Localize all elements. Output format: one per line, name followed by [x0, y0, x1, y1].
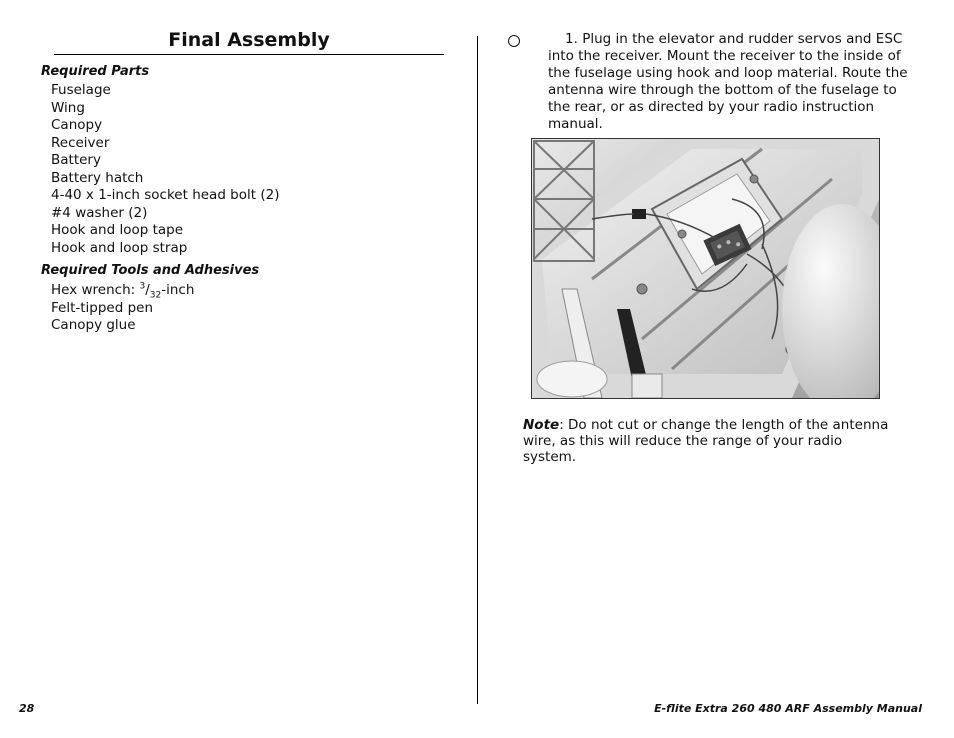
antenna-note	[523, 417, 893, 465]
list-item-hex-wrench	[51, 282, 194, 300]
list-item: #4 washer (2)	[51, 204, 148, 221]
required-parts-heading: Required Parts	[41, 64, 150, 79]
list-item: 4-40 x 1-inch socket head bolt (2)	[51, 187, 280, 203]
title-underline	[54, 54, 444, 55]
list-item: Hook and loop tape	[51, 222, 184, 238]
checkbox-circle-icon	[508, 35, 520, 47]
step-number: 1.	[565, 31, 578, 47]
list-item: Receiver	[51, 134, 110, 151]
column-divider	[477, 36, 478, 704]
hex-wrench-prefix: Hex wrench:	[51, 282, 140, 298]
receiver-installation-photo	[531, 138, 880, 399]
fraction-denominator: 32	[149, 290, 162, 301]
fraction-slash: /	[145, 282, 150, 298]
manual-title: E-flite Extra 260 480 ARF Assembly Manual	[654, 702, 922, 715]
note-label: Note	[523, 417, 560, 433]
required-parts-list	[51, 82, 279, 257]
list-item: Canopy glue	[51, 317, 136, 333]
list-item: Battery	[51, 152, 101, 168]
required-tools-heading: Required Tools and Adhesives	[41, 263, 260, 278]
step-1-instructions	[548, 31, 910, 133]
page-title: Final Assembly	[168, 29, 330, 51]
list-item: Wing	[51, 99, 85, 116]
step-text: Plug in the elevator and rudder servos and ESC into the receiver. Mount the receiver to the inside of the fuselage using hook and loop material. Route the antenna wire through the bottom of the fuselage to the rear, or as directed by your radio instruction manual.	[548, 31, 908, 132]
fraction-numerator: 3	[139, 281, 146, 292]
list-item: Felt-tipped pen	[51, 299, 154, 316]
required-tools-list	[51, 282, 194, 335]
list-item: Hook and loop strap	[51, 239, 188, 256]
hex-wrench-fraction	[139, 281, 162, 301]
list-item: Canopy	[51, 117, 103, 133]
list-item: Battery hatch	[51, 169, 144, 186]
hex-wrench-suffix: -inch	[161, 282, 195, 298]
fuselage-interior-illustration	[532, 139, 879, 398]
list-item: Fuselage	[51, 82, 111, 98]
note-text: : Do not cut or change the length of the antenna wire, as this will reduce the range of your radio system.	[523, 417, 889, 465]
page-number: 28	[19, 702, 35, 715]
